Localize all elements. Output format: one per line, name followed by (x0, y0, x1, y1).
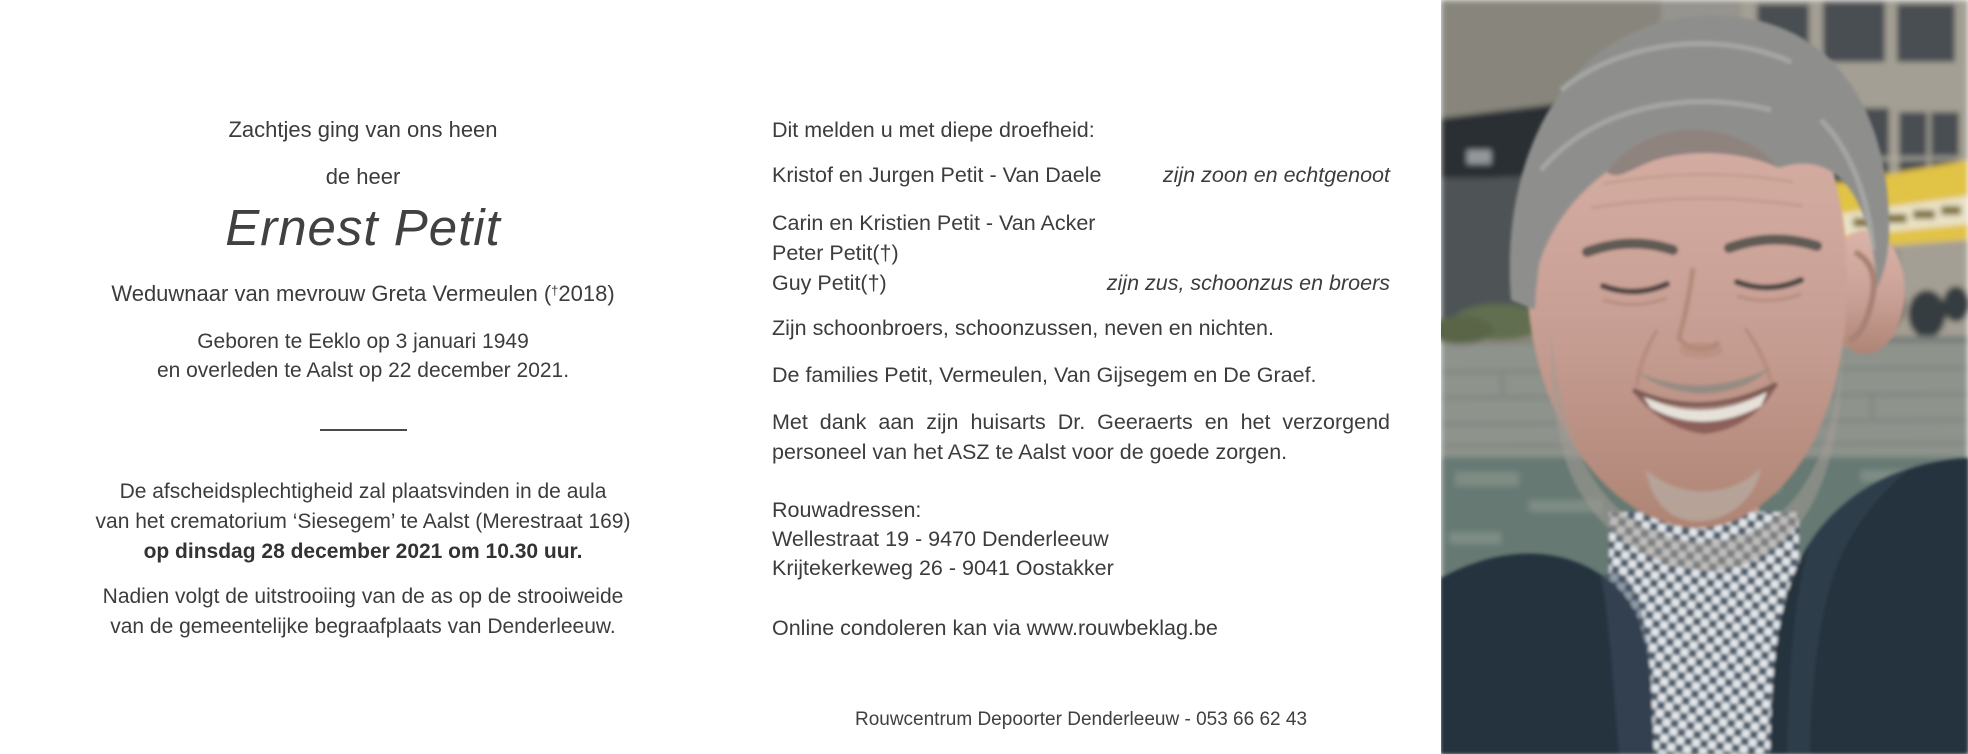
thanks-paragraph: Met dank aan zijn huisarts Dr. Geeraerts en het verzorgend personeel van het ASZ te Aalst voor de goede zorgen. (772, 410, 1390, 464)
ceremony-line-1: De afscheidsplechtigheid zal plaatsvinden in de aula (119, 480, 607, 503)
section-divider (320, 429, 407, 431)
announcement-line: Dit melden u met diepe droefheid: (772, 118, 1095, 142)
ceremony-datetime: op dinsdag 28 december 2021 om 10.30 uur. (143, 540, 583, 563)
relative-names: Kristof en Jurgen Petit - Van Daele (772, 163, 1102, 187)
relative-relation: zijn zus, schoonzus en broers (1106, 271, 1390, 295)
scattering-line-2: van de gemeentelijke begraafplaats van Denderleeuw. (110, 615, 616, 638)
dagger-symbol: † (551, 283, 559, 298)
mourning-addresses-label: Rouwadressen: (772, 498, 922, 522)
address-line-2: Krijtekerkeweg 26 - 9041 Oostakker (772, 556, 1114, 580)
widower-line (63, 281, 663, 307)
death-line: en overleden te Aalst op 22 december 2021. (156, 359, 570, 382)
relative-names: Guy Petit(†) (772, 271, 887, 295)
deceased-name: Ernest Petit (225, 199, 501, 256)
mourning-addresses-block (772, 496, 1390, 583)
condolences-line: Online condoleren kan via www.rouwbeklag.be (772, 616, 1218, 640)
widower-suffix: 2018) (558, 281, 615, 306)
salutation-line: de heer (325, 164, 401, 189)
scattering-paragraph (63, 582, 663, 642)
funeral-home-footer: Rouwcentrum Depoorter Denderleeuw - 053 66 62 43 (854, 709, 1308, 730)
relative-row-brother-guy (772, 268, 1390, 298)
relative-names: Carin en Kristien Petit - Van Acker (772, 211, 1096, 235)
relative-row-son (772, 163, 1390, 188)
portrait-photo (1441, 0, 1968, 754)
birth-death-paragraph (63, 327, 663, 385)
widower-prefix: Weduwnaar van mevrouw Greta Vermeulen ( (111, 281, 552, 306)
relatives-siblings-group (772, 208, 1390, 298)
photo-tint-overlay (1441, 0, 1968, 754)
relative-row-sister (772, 208, 1390, 238)
ceremony-line-2: van het crematorium ‘Siesegem’ te Aalst (Merestraat 169) (95, 510, 631, 533)
inlaws-line: Zijn schoonbroers, schoonzussen, neven en nichten. (772, 316, 1274, 340)
families-line: De families Petit, Vermeulen, Van Gijsegem en De Graef. (772, 363, 1317, 387)
intro-line: Zachtjes ging van ons heen (228, 117, 498, 142)
birth-line: Geboren te Eeklo op 3 januari 1949 (197, 330, 529, 353)
relative-relation: zijn zoon en echtgenoot (1162, 163, 1390, 187)
relative-row-brother-peter (772, 238, 1390, 268)
ceremony-paragraph (63, 477, 663, 567)
scattering-line-1: Nadien volgt de uitstrooiing van de as op de strooiweide (102, 585, 624, 608)
relative-names: Peter Petit(†) (772, 241, 899, 265)
address-line-1: Wellestraat 19 - 9470 Denderleeuw (772, 527, 1109, 551)
